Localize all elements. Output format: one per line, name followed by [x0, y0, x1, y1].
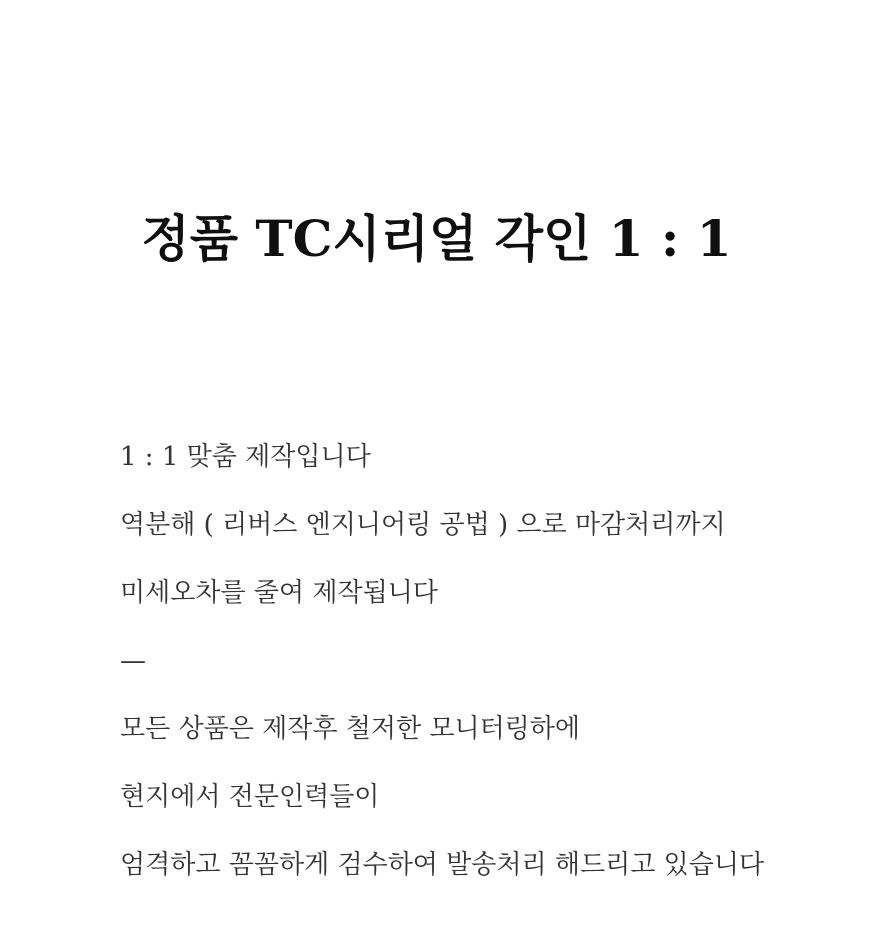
description-line-tolerance: 미세오차를 줄여 제작됩니다	[120, 578, 438, 608]
description-body	[120, 440, 823, 916]
description-line-local-experts: 현지에서 전문인력들이	[120, 782, 380, 812]
description-line-custom-made: 1 : 1 맞춤 제작입니다	[120, 442, 371, 472]
description-line-inspection-shipping: 엄격하고 꼼꼼하게 검수하여 발송처리 해드리고 있습니다	[120, 850, 765, 880]
description-line-monitoring: 모든 상품은 제작후 철저한 모니터링하에	[120, 714, 581, 744]
page-title: 정품 TC시리얼 각인 1 : 1	[141, 209, 732, 268]
description-line-reverse-engineering: 역분해 ( 리버스 엔지니어링 공법 ) 으로 마감처리까지	[120, 510, 726, 540]
divider-dash: —	[120, 646, 146, 676]
